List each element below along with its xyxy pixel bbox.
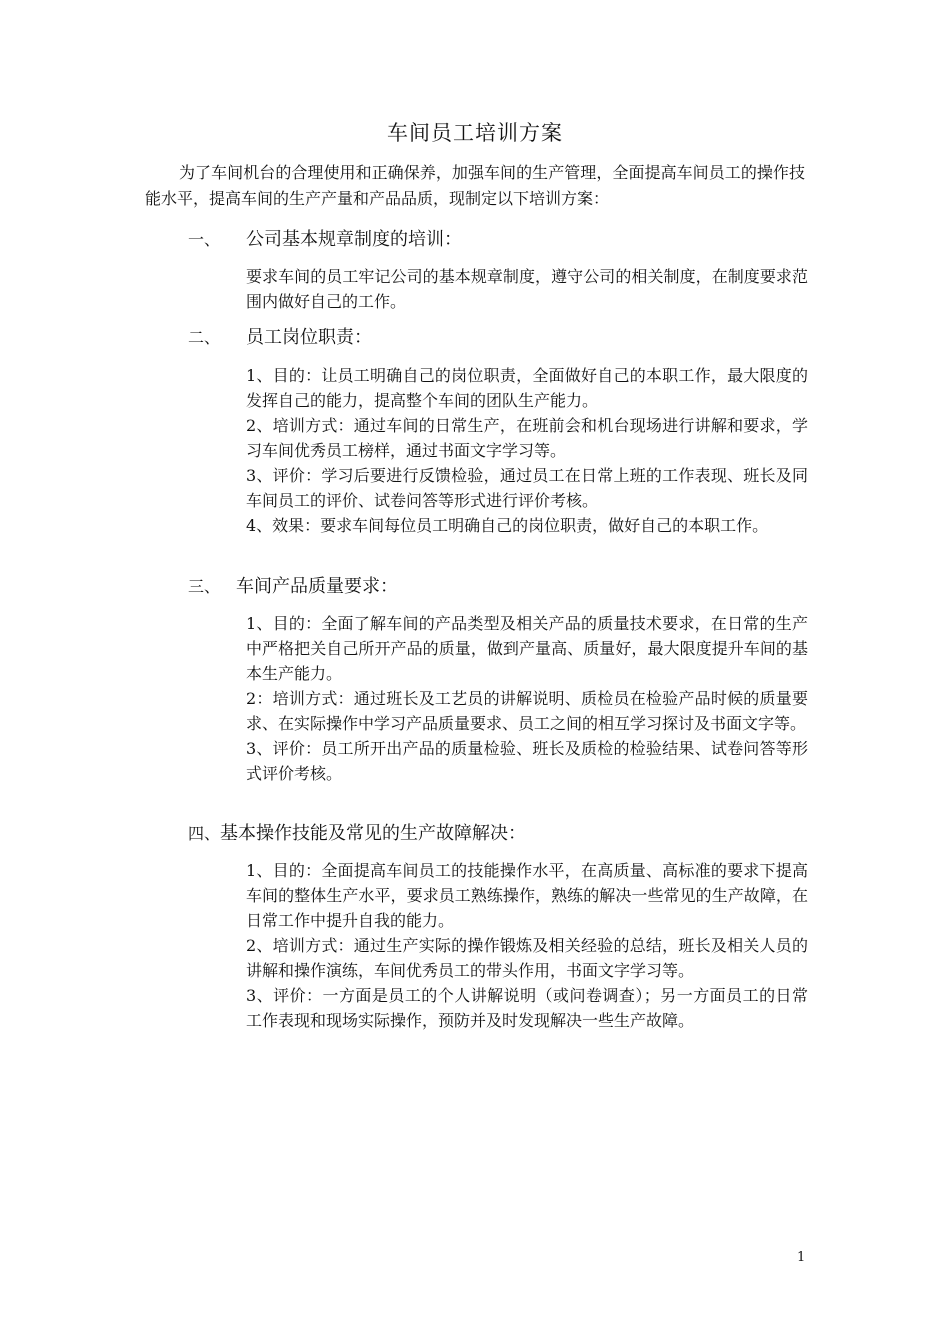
section-heading-4 [188, 820, 526, 848]
paragraph: 2、培训方式：通过车间的日常生产，在班前会和机台现场进行讲解和要求，学习车间优秀员工榜样，通过书面文字学习等。 [246, 416, 808, 460]
section-number: 三、 [188, 577, 221, 596]
paragraph: 3、评价：员工所开出产品的质量检验、班长及质检的检验结果、试卷问答等形式评价考核。 [246, 739, 808, 783]
section-title: 基本操作技能及常见的生产故障解决： [220, 823, 527, 844]
section-heading-3 [188, 573, 398, 601]
section-title: 员工岗位职责： [246, 327, 372, 348]
document-title: 车间员工培训方案 [387, 121, 563, 145]
section-body-3 [246, 611, 808, 786]
paragraph: 3、评价：学习后要进行反馈检验，通过员工在日常上班的工作表现、班长及同车间员工的评价、试卷问答等形式进行评价考核。 [246, 466, 808, 510]
section-title: 公司基本规章制度的培训： [246, 229, 462, 250]
section-title: 车间产品质量要求： [236, 576, 398, 597]
section-heading-1 [188, 226, 462, 254]
section-body-1 [246, 264, 808, 314]
section-number: 二、 [188, 328, 221, 347]
page-number: 1 [797, 1250, 806, 1265]
paragraph: 要求车间的员工牢记公司的基本规章制度，遵守公司的相关制度，在制度要求范围内做好自己的工作。 [246, 267, 808, 311]
paragraph: 1、目的：全面提高车间员工的技能操作水平，在高质量、高标准的要求下提高车间的整体生产水平，要求员工熟练操作，熟练的解决一些常见的生产故障，在日常工作中提升自我的能力。 [246, 861, 808, 930]
paragraph: 2、培训方式：通过生产实际的操作锻炼及相关经验的总结，班长及相关人员的讲解和操作演练，车间优秀员工的带头作用，书面文字学习等。 [246, 936, 808, 980]
paragraph: 1、目的：全面了解车间的产品类型及相关产品的质量技术要求，在日常的生产中严格把关自己所开产品的质量，做到产量高、质量好，最大限度提升车间的基本生产能力。 [246, 614, 808, 683]
section-number: 四、 [188, 824, 221, 843]
section-body-4 [246, 858, 808, 1033]
paragraph: 1、目的：让员工明确自己的岗位职责，全面做好自己的本职工作，最大限度的发挥自己的能力，提高整个车间的团队生产能力。 [246, 366, 808, 410]
intro-paragraph: 为了车间机台的合理使用和正确保养，加强车间的生产管理，全面提高车间员工的操作技能水平，提高车间的生产产量和产品品质，现制定以下培训方案： [145, 163, 805, 208]
paragraph: 3、评价：一方面是员工的个人讲解说明（或问卷调查）；另一方面员工的日常工作表现和现场实际操作，预防并及时发现解决一些生产故障。 [246, 986, 808, 1030]
paragraph: 2：培训方式：通过班长及工艺员的讲解说明、质检员在检验产品时候的质量要求、在实际操作中学习产品质量要求、员工之间的相互学习探讨及书面文字等。 [246, 689, 808, 733]
section-body-2 [246, 363, 808, 538]
paragraph: 4、效果：要求车间每位员工明确自己的岗位职责，做好自己的本职工作。 [246, 516, 769, 535]
section-heading-2 [188, 324, 372, 352]
section-number: 一、 [188, 230, 221, 249]
